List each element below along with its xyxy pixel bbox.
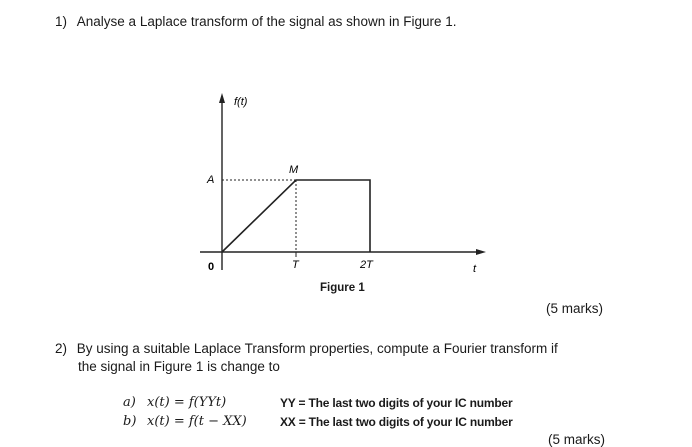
part-a-label: a) — [123, 395, 136, 410]
origin-label: 0 — [208, 261, 215, 273]
question-2-number: 2) — [55, 341, 68, 356]
part-b-note: XX = The last two digits of your IC number — [280, 415, 513, 429]
question-2 — [55, 339, 558, 359]
part-a-expression: x(t) = f(YYt) — [147, 395, 227, 410]
y-axis-label: f(t) — [234, 96, 248, 108]
x-axis-arrow — [476, 249, 486, 255]
figure-caption: Figure 1 — [320, 282, 365, 294]
x-axis-label: t — [473, 263, 477, 275]
question-1-text: Analyse a Laplace transform of the signal as shown in Figure 1. — [76, 14, 457, 29]
question-2-line-1: By using a suitable Laplace Transform properties, compute a Fourier transform if — [76, 341, 558, 356]
amplitude-label: A — [207, 174, 215, 186]
tick-T-label: T — [292, 259, 299, 271]
part-b-expression: x(t) = f(t − XX) — [147, 414, 247, 429]
question-1-marks: (5 marks) — [546, 301, 603, 316]
y-axis-arrow — [219, 93, 225, 103]
question-2-line-2: the signal in Figure 1 is change to — [78, 359, 280, 374]
tick-2T-label: 2T — [360, 259, 373, 271]
part-a-note: YY = The last two digits of your IC number — [280, 396, 513, 410]
question-2-marks: (5 marks) — [548, 432, 605, 447]
part-b-label: b) — [123, 414, 137, 429]
question-1-number: 1) — [55, 14, 68, 29]
peak-label: M — [289, 164, 299, 176]
